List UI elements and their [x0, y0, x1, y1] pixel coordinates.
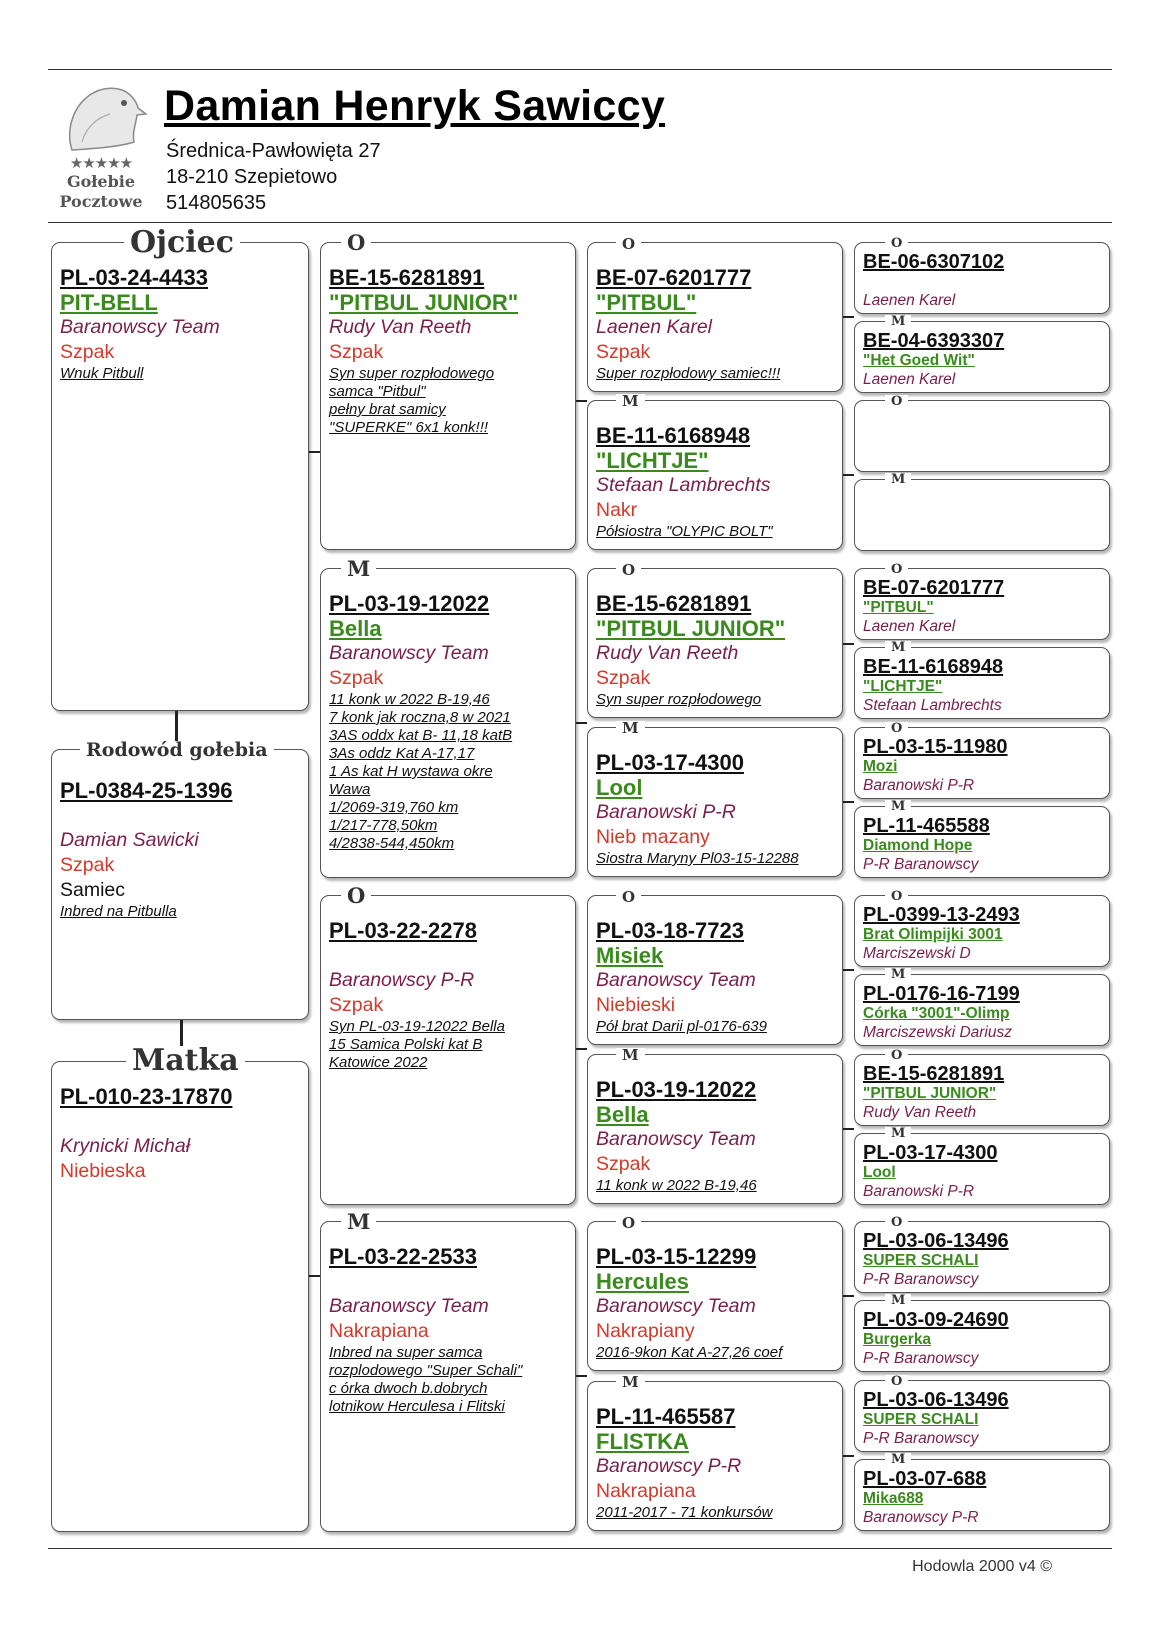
pigeon-name: "Het Goed Wit": [863, 352, 975, 369]
note: Inbred na super samca rozplodowego "Super Schali" c órka dwoch b.dobrych lotnikow Herculesa i Flitski: [329, 1344, 523, 1415]
sex-label-o: O: [616, 890, 641, 905]
logo-stars: ★★★★★: [69, 155, 133, 172]
ring-number: BE-15-6281891: [863, 1063, 1005, 1085]
phone: 514805635: [166, 192, 267, 214]
pigeon-name: Mozi: [863, 758, 898, 775]
top-rule: [48, 69, 1112, 70]
footer-text: Hodowla 2000 v4 ©: [912, 1558, 1052, 1575]
ring-number: PL-03-22-2533: [329, 1244, 477, 1269]
ancestor-card-gen4[interactable]: [854, 647, 1110, 719]
connector: [576, 400, 587, 402]
ring-number: PL-03-15-12299: [596, 1244, 757, 1269]
sex-label-o: O: [885, 722, 908, 735]
ring-number: PL-03-19-12022: [596, 1077, 757, 1102]
pigeon-name: "PITBUL JUNIOR": [329, 290, 519, 315]
father-card[interactable]: [51, 242, 309, 711]
pigeon-name: "LICHTJE": [863, 678, 943, 695]
mother-color: Niebieska: [60, 1160, 146, 1182]
pigeon-name: Bella: [596, 1102, 649, 1127]
pigeon-name: "PITBUL": [863, 599, 934, 616]
subject-owner: Damian Sawicki: [60, 829, 199, 851]
connector: [843, 643, 854, 645]
sex-label-m: M: [885, 1127, 911, 1140]
ancestor-card-gen4[interactable]: [854, 568, 1110, 640]
logo: [52, 84, 150, 214]
note: Super rozpłodowy samiec!!!: [596, 365, 781, 382]
header-rule: [48, 222, 1112, 223]
owner: Laenen Karel: [596, 316, 713, 338]
note: Pół brat Darii pl-0176-639: [596, 1018, 767, 1035]
owner: Baranowski P-R: [596, 801, 736, 823]
sex-label-m: M: [885, 800, 911, 813]
ancestor-card-gen3[interactable]: [587, 727, 843, 877]
ring-number: PL-03-22-2278: [329, 918, 477, 943]
note: Siostra Maryny Pl03-15-12288: [596, 850, 799, 867]
owner: Stefaan Lambrechts: [863, 697, 1002, 714]
pigeon-name: Misiek: [596, 943, 664, 968]
connector: [309, 451, 320, 453]
pigeon-name: Brat Olimpijki 3001: [863, 926, 1003, 943]
logo-text-2: Pocztowe: [59, 192, 143, 211]
sex-label-o: O: [341, 232, 371, 253]
owner: Baranowski P-R: [863, 1183, 975, 1200]
pigeon-name: [863, 273, 1101, 291]
pigeon-name: Burgerka: [863, 1331, 932, 1348]
ancestor-card-gen4[interactable]: [854, 242, 1110, 314]
pigeon-name: Mika688: [863, 1490, 924, 1507]
sex-label-m: M: [341, 1211, 376, 1232]
connector: [843, 1295, 854, 1297]
address-line-1: Średnica-Pawłowięta 27: [166, 140, 381, 162]
color: Nieb mazany: [596, 826, 710, 848]
note: Półsiostra "OLYPIC BOLT": [596, 523, 773, 540]
connector: [843, 969, 854, 971]
ancestor-card-gen3[interactable]: [587, 895, 843, 1045]
pigeon-name: Bella: [329, 616, 382, 641]
pigeon-logo-icon: [52, 84, 150, 156]
color: Nakrapiany: [596, 1320, 695, 1342]
sex-label-o: O: [885, 1216, 908, 1229]
ancestor-card-gen4[interactable]: [854, 321, 1110, 393]
ring-number: PL-0399-13-2493: [863, 904, 1020, 926]
sex-label-m: M: [885, 1294, 911, 1307]
sex-label-o: O: [616, 563, 641, 578]
ancestor-card-gen3[interactable]: [587, 1221, 843, 1371]
color: Nakrapiana: [596, 1480, 696, 1502]
owner: Baranowski P-R: [863, 777, 975, 794]
sex-label-m: M: [885, 968, 911, 981]
father-ring: PL-03-24-4433: [60, 265, 208, 290]
pigeon-name: Hercules: [596, 1269, 689, 1294]
owner: Baranowscy Team: [596, 1128, 756, 1150]
owner: Baranowscy Team: [596, 969, 756, 991]
paternal-grandfather-card[interactable]: [320, 242, 576, 550]
ring-number: PL-03-17-4300: [596, 750, 744, 775]
sex-label-o: O: [885, 563, 908, 576]
ancestor-card-gen3[interactable]: [587, 1381, 843, 1531]
owner: P-R Baranowscy: [863, 1430, 979, 1447]
ancestor-card-gen4[interactable]: [854, 479, 1110, 551]
pigeon-name: SUPER SCHALI: [863, 1252, 979, 1269]
sex-label-m: M: [885, 641, 911, 654]
pigeon-name: Lool: [596, 775, 643, 800]
sex-label-m: M: [341, 558, 376, 579]
ring-number: PL-03-17-4300: [863, 1142, 998, 1164]
subject-card[interactable]: [51, 749, 309, 1020]
owner: Rudy Van Reeth: [596, 642, 739, 664]
ancestor-card-gen4[interactable]: [854, 1300, 1110, 1372]
mother-label: Matka: [126, 1046, 245, 1076]
owner: Stefaan Lambrechts: [596, 474, 771, 496]
connector: [843, 316, 854, 318]
ancestor-card-gen3[interactable]: [587, 568, 843, 718]
ring-number: PL-11-465587: [596, 1404, 736, 1429]
address-line-2: 18-210 Szepietowo: [166, 166, 338, 188]
note: 11 konk w 2022 B-19,46: [596, 1177, 757, 1194]
owner: P-R Baranowscy: [863, 1271, 979, 1288]
sex-label-o: O: [885, 237, 908, 250]
pigeon-name: [863, 489, 1101, 507]
maternal-grandfather-card[interactable]: [320, 895, 576, 1205]
ancestor-card-gen4[interactable]: [854, 1380, 1110, 1452]
owner: Baranowscy P-R: [329, 969, 475, 991]
pigeon-name: "PITBUL JUNIOR": [596, 616, 786, 641]
subject-color: Szpak: [60, 854, 115, 876]
logo-text-1: Gołebie: [66, 172, 136, 191]
ring-number: PL-0176-16-7199: [863, 983, 1020, 1005]
color: Nakrapiana: [329, 1320, 429, 1342]
note: Syn super rozpłodowego: [596, 691, 762, 708]
ancestor-card-gen4[interactable]: [854, 806, 1110, 878]
ring-number: BE-06-6307102: [863, 251, 1005, 273]
note: Syn super rozpłodowego samca "Pitbul" pełny brat samicy "SUPERKE" 6x1 konk!!!: [329, 365, 495, 436]
ancestor-card-gen4[interactable]: [854, 974, 1110, 1046]
note: 2016-9kon Kat A-27,26 coef: [596, 1344, 783, 1361]
connector: [843, 1455, 854, 1457]
subject-note: Inbred na Pitbulla: [60, 903, 177, 920]
owner: Marciszewski Dariusz: [863, 1024, 1012, 1041]
sex-label-o: O: [341, 885, 371, 906]
ring-number: BE-11-6168948: [596, 423, 751, 448]
ring-number: BE-07-6201777: [863, 577, 1005, 599]
father-label: Ojciec: [124, 228, 240, 258]
father-name: PIT-BELL: [60, 290, 158, 315]
ring-number: PL-03-19-12022: [329, 591, 490, 616]
color: Szpak: [596, 1153, 651, 1175]
color: Szpak: [329, 341, 384, 363]
owner: P-R Baranowscy: [863, 1350, 979, 1367]
sex-label-o: O: [885, 395, 908, 408]
mother-ring: PL-010-23-17870: [60, 1084, 233, 1109]
subject-sex: Samiec: [60, 879, 126, 901]
ancestor-card-gen3[interactable]: [587, 242, 843, 392]
sex-label-m: M: [616, 394, 645, 409]
sex-label-m: M: [616, 1375, 645, 1390]
owner: Marciszewski D: [863, 945, 971, 962]
sex-label-m: M: [885, 1453, 911, 1466]
ring-number: BE-15-6281891: [329, 265, 485, 290]
sex-label-o: O: [885, 1049, 908, 1062]
sex-label-o: O: [616, 237, 641, 252]
ring-number: BE-04-6393307: [863, 330, 1005, 352]
color: Nakr: [596, 499, 638, 521]
pigeon-name: Córka "3001"-Olimp: [863, 1005, 1010, 1022]
father-note: Wnuk Pitbull: [60, 365, 144, 382]
ancestor-card-gen3[interactable]: [587, 1054, 843, 1204]
pigeon-name: Diamond Hope: [863, 837, 973, 854]
connector: [576, 1048, 587, 1050]
ancestor-card-gen4[interactable]: [854, 400, 1110, 472]
ancestor-card-gen4[interactable]: [854, 1133, 1110, 1205]
ring-number: BE-11-6168948: [863, 656, 1004, 678]
sex-label-m: M: [616, 1048, 645, 1063]
ancestor-card-gen3[interactable]: [587, 400, 843, 550]
pigeon-name: FLISTKA: [596, 1429, 689, 1454]
pigeon-name: "LICHTJE": [596, 448, 709, 473]
color: Szpak: [596, 667, 651, 689]
connector: [843, 474, 854, 476]
pigeon-name: "PITBUL": [596, 290, 697, 315]
ring-number: PL-03-06-13496: [863, 1389, 1009, 1411]
connector: [843, 801, 854, 803]
owner: Baranowscy Team: [329, 1295, 489, 1317]
ring-number: BE-07-6201777: [596, 265, 752, 290]
footer-rule: [48, 1548, 1112, 1549]
owner: Laenen Karel: [863, 618, 956, 635]
sex-label-m: M: [616, 721, 645, 736]
maternal-grandmother-card[interactable]: [320, 1221, 576, 1532]
ring-number: PL-11-465588: [863, 815, 990, 837]
owner: Baranowscy Team: [329, 642, 489, 664]
breeder-name: Damian Henryk Sawiccy: [164, 82, 666, 130]
ring-number: BE-15-6281891: [596, 591, 752, 616]
pedigree-label: Rodowód gołebia: [80, 741, 274, 760]
note: Syn PL-03-19-12022 Bella 15 Samica Polski kat B Katowice 2022: [329, 1018, 505, 1071]
color: Szpak: [596, 341, 651, 363]
ring-number: PL-03-18-7723: [596, 918, 744, 943]
connector: [309, 1275, 320, 1277]
ring-number: PL-03-07-688: [863, 1468, 987, 1490]
connector: [576, 1375, 587, 1377]
connector: [576, 722, 587, 724]
pigeon-name: SUPER SCHALI: [863, 1411, 979, 1428]
ancestor-card-gen4[interactable]: [854, 727, 1110, 799]
ancestor-card-gen4[interactable]: [854, 1054, 1110, 1126]
mother-owner: Krynicki Michał: [60, 1135, 191, 1157]
ring-number: PL-03-15-11980: [863, 736, 1008, 758]
pigeon-name: Lool: [863, 1164, 896, 1181]
sex-label-o: O: [616, 1216, 641, 1231]
color: Niebieski: [596, 994, 676, 1016]
paternal-grandmother-card[interactable]: [320, 568, 576, 878]
note: 11 konk w 2022 B-19,46 7 konk jak roczna,8 w 2021 3AS oddx kat B- 11,18 katB 3As oddz Kat A-17,17 1 As kat H wystawa okre Wawa 1/2069-319,760 km 1/217-778,50km 4/2838-544,450km: [329, 691, 513, 852]
owner: P-R Baranowscy: [863, 856, 979, 873]
subject-ring: PL-0384-25-1396: [60, 778, 233, 803]
connector: [843, 1128, 854, 1130]
owner: Baranowscy P-R: [596, 1455, 742, 1477]
owner: Baranowscy Team: [596, 1295, 756, 1317]
sex-label-m: M: [885, 315, 911, 328]
pigeon-name: "PITBUL JUNIOR": [863, 1085, 997, 1102]
father-owner: Baranowscy Team: [60, 316, 220, 338]
color: Szpak: [329, 994, 384, 1016]
note: 2011-2017 - 71 konkursów: [596, 1504, 773, 1521]
owner: Laenen Karel: [863, 292, 956, 309]
ancestor-card-gen4[interactable]: [854, 895, 1110, 967]
owner: Rudy Van Reeth: [329, 316, 472, 338]
owner: Rudy Van Reeth: [863, 1104, 977, 1121]
ring-number: PL-03-09-24690: [863, 1309, 1009, 1331]
mother-card[interactable]: [51, 1061, 309, 1532]
father-color: Szpak: [60, 341, 115, 363]
owner: Baranowscy P-R: [863, 1509, 979, 1526]
sex-label-o: O: [885, 1375, 908, 1388]
color: Szpak: [329, 667, 384, 689]
ancestor-card-gen4[interactable]: [854, 1459, 1110, 1531]
ancestor-card-gen4[interactable]: [854, 1221, 1110, 1293]
sex-label-m: M: [885, 473, 911, 486]
pigeon-name: [863, 410, 1101, 428]
owner: Laenen Karel: [863, 371, 956, 388]
sex-label-o: O: [885, 890, 908, 903]
ring-number: PL-03-06-13496: [863, 1230, 1009, 1252]
